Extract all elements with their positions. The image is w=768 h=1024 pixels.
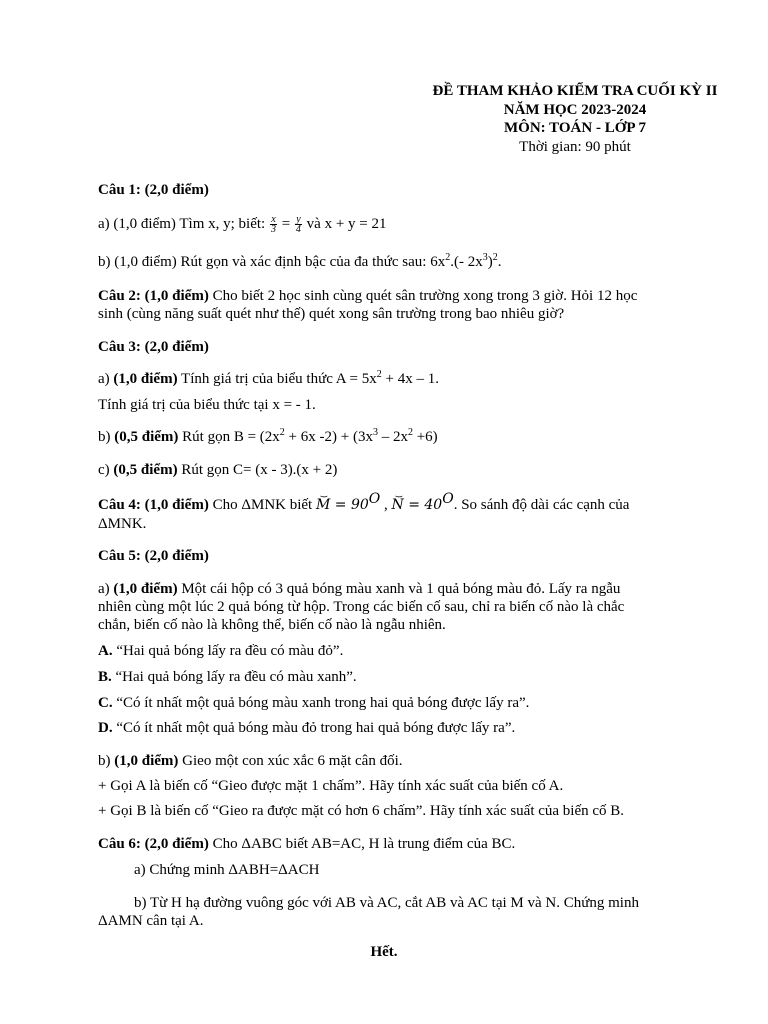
- angle-n: ⌢ N: [392, 496, 404, 515]
- q5-a-line1: a) (1,0 điểm) Một cái hộp có 3 quả bóng màu xanh và 1 quả bóng màu đỏ. Lấy ra ngẫu: [98, 581, 621, 597]
- q5-option-b: B. “Hai quả bóng lấy ra đều có màu xanh”.: [98, 669, 357, 685]
- fraction-x-3: $\frac{x}{3}$: [270, 214, 276, 236]
- school-year: NĂM HỌC 2023-2024: [503, 102, 647, 118]
- exam-title: ĐỀ THAM KHẢO KIỂM TRA CUỐI KỲ II: [432, 83, 718, 99]
- q5-b-line2: + Gọi A là biến cố “Gieo được mặt 1 chấm”. Hãy tính xác suất của biến cố A.: [98, 778, 564, 794]
- q1-title: Câu 1: (2,0 điểm): [98, 182, 209, 198]
- subject: MÔN: TOÁN - LỚP 7: [504, 120, 646, 136]
- q4-line1: Câu 4: (1,0 điểm) Cho ΔMNK biết ⌢ $M = 90^O$ , ⌢ $N = 40^O$. So sánh độ dài các cạnh của: [98, 496, 702, 515]
- q1-a: a) (1,0 điểm) Tìm x, y; biết: $\frac{x}{3}$ = $\frac{y}{4}$ và x + y = 21: [98, 214, 387, 236]
- q5-title: Câu 5: (2,0 điểm): [98, 548, 209, 564]
- q3-b: b) (0,5 điểm) Rút gọn $B = (2x^2 + 6x$ $-2) + (3x^3 - 2x^2 +6)$: [98, 427, 438, 445]
- q5-b: b) (1,0 điểm) Gieo một con xúc xắc 6 mặt cân đối.: [98, 753, 403, 769]
- angle-m: ⌢ M: [316, 496, 330, 515]
- q4-line2: ΔMNK.: [98, 516, 147, 532]
- duration: Thời gian: 90 phút: [519, 139, 631, 155]
- q1-b: b) (1,0 điểm) Rút gọn và xác định bậc của đa thức sau: $6x^2.(-$ $2x^3)^2$.: [98, 252, 502, 270]
- q3-c: c) (0,5 điểm) Rút gọn C= (x - 3).(x + 2): [98, 462, 338, 478]
- q5-option-c: C. “Có ít nhất một quả bóng màu xanh trong hai quả bóng được lấy ra”.: [98, 695, 530, 711]
- q6-b-line2: ΔAMN cân tại A.: [98, 913, 204, 929]
- q3-title: Câu 3: (2,0 điểm): [98, 339, 209, 355]
- q3-a2: Tính giá trị của biểu thức tại x = - 1.: [98, 397, 316, 413]
- q5-option-d: D. “Có ít nhất một quả bóng màu đỏ trong hai quả bóng được lấy ra”.: [98, 720, 516, 736]
- q6-title: Câu 6: (2,0 điểm) Cho ΔABC biết AB=AC, H là trung điểm của BC.: [98, 836, 516, 852]
- q5-b-line3: + Gọi B là biến cố “Gieo ra được mặt có hơn 6 chấm”. Hãy tính xác suất của biến cố B.: [98, 803, 625, 819]
- q5-a-line3: chắn, biến cố nào là không thể, biến cố nào là ngẫu nhiên.: [98, 617, 446, 633]
- fraction-y-4: $\frac{y}{4}$: [295, 214, 301, 236]
- q2-line1: Câu 2: (1,0 điểm) Cho biết 2 học sinh cùng quét sân trường xong trong 3 giờ. Hỏi 12 học: [98, 288, 638, 304]
- q5-option-a: A. “Hai quả bóng lấy ra đều có màu đỏ”.: [98, 643, 344, 659]
- q6-a: a) Chứng minh ΔABH=ΔACH: [134, 862, 320, 878]
- q5-a-line2: nhiên cùng một lúc 2 quả bóng từ hộp. Trong các biến cố sau, chỉ ra biến cố nào là chắc: [98, 599, 625, 615]
- q2-line2: sinh (cùng năng suất quét như thế) quét xong sân trường trong bao nhiêu giờ?: [98, 306, 565, 322]
- q6-b-line1: b) Từ H hạ đường vuông góc với AB và AC, cắt AB và AC tại M và N. Chứng minh: [134, 895, 639, 911]
- q3-a: a) (1,0 điểm) Tính giá trị của biểu thức $A = 5x^2 + 4x - 1$.: [98, 369, 439, 387]
- end-mark: Hết.: [370, 944, 398, 960]
